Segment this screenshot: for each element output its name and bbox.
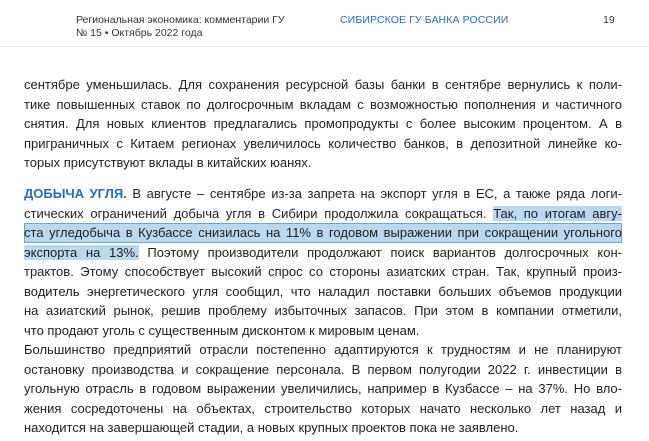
text-fragment: стических ограничений добыча угля в Сибири продолжила сокращаться. xyxy=(24,205,494,221)
text-line: трактов. Этому способствует высокий спрос со стороны азиатских стран. Так, крупный произ- xyxy=(24,264,622,279)
highlighted-text[interactable]: Так, по итогам авгу- xyxy=(493,205,622,221)
text-line: что продают уголь с существенным дисконтом к мировым ценам. xyxy=(24,322,420,338)
text-line xyxy=(24,184,622,204)
text-line: находится на завершающей стадии, а новых крупных проектов пока не заявлено. xyxy=(24,420,519,435)
text-line: приграничных с Китаем регионах увеличилось количество банков, в депозитной линейке ко- xyxy=(24,135,622,151)
text-fragment: Поэтому производители продолжают поиск вариантов долгосрочных кон- xyxy=(138,244,623,260)
text-line: сентябре уменьшилась. Для сохранения ресурсной базы банки в сентябре вернулись к поли- xyxy=(24,77,622,92)
organization-name: СИБИРСКОЕ ГУ БАНКА РОССИИ xyxy=(340,14,509,26)
section-heading: ДОБЫЧА УГЛЯ. xyxy=(24,186,127,201)
text-line: угольную отрасль в годовом выражении увеличились, например в Кузбассе – на 37%. Но вло- xyxy=(24,381,622,396)
text-line: торых присутствуют вклады в китайских юанях. xyxy=(24,155,312,170)
paragraph-coal-mining xyxy=(24,184,622,438)
text-line xyxy=(24,243,622,263)
text-line: на азиатский рынок, решив проблему избыточных запасов. При этом в компании отметили, xyxy=(24,303,622,318)
text-line: жения сосредоточены на объектах, строительство которых начато несколько лет назад и xyxy=(24,400,622,416)
text-line: остановку производства и сокращение персонала. В первом полугодии 2022 г. инвестиции в xyxy=(24,361,622,377)
text-fragment: В августе – сентябре из-за запрета на экспорт угля в ЕС, а также ряда логи- xyxy=(126,186,622,201)
issue-info: № 15 • Октябрь 2022 года xyxy=(76,27,203,39)
text-line xyxy=(24,204,622,224)
highlighted-text[interactable]: экспорта на 13%. xyxy=(24,244,139,260)
text-line: Большинство предприятий отрасли постепенно адаптируются к трудностям и не планируют xyxy=(24,342,622,357)
text-line: снятия. Для новых клиентов предлагались промопродукты с более высоким процентом. А в xyxy=(24,116,622,131)
paragraph-deposits xyxy=(24,75,622,173)
publication-title: Региональная экономика: комментарии ГУ xyxy=(76,14,285,26)
header-divider xyxy=(0,46,649,47)
highlighted-text-line[interactable]: ста угледобыча в Кузбассе снизилась на 11% в годовом выражении при сокращении угольного xyxy=(24,223,622,243)
page-number: 19 xyxy=(603,14,615,26)
text-line: водитель энергетического угля сообщил, что наладил поставки больших объемов продукции xyxy=(24,283,622,299)
text-line: тике повышенных ставок по долгосрочным вкладам с возможностью пополнения и частичного xyxy=(24,96,622,112)
page-header-left xyxy=(76,14,285,40)
